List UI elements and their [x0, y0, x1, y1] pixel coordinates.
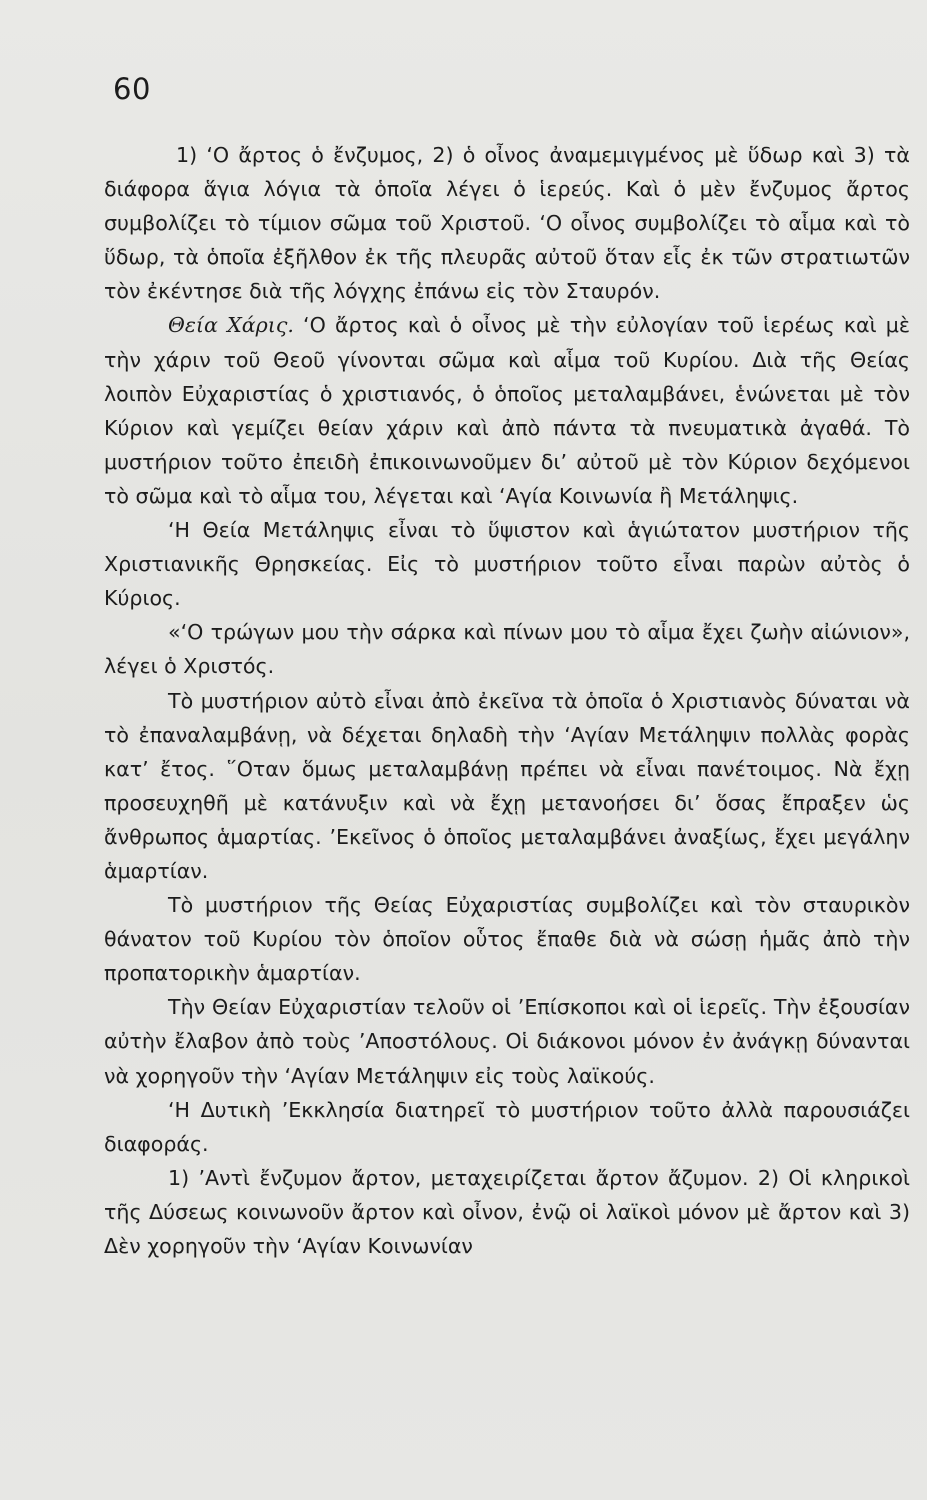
- paragraph-8: ‘Η Δυτικὴ ’Εκκλησία διατηρεῖ τὸ μυστήριον τοῦτο ἀλλὰ παρουσιάζει διαφοράς.: [104, 1097, 910, 1156]
- paragraph-2: [104, 308, 910, 513]
- paragraph-7: Τὴν Θείαν Εὐχαριστίαν τελοῦν οἱ ’Επίσκοποι καὶ οἱ ἱερεῖς. Τὴν ἐξουσίαν αὐτὴν ἔλαβον ἀπὸ τοὺς ’Αποστόλους. Οἱ διάκονοι μόνον ἐν ἀνάγκῃ δύνανται νὰ χορηγοῦν τὴν ‘Αγίαν Μετάληψιν εἰς τοὺς λαϊκούς.: [104, 995, 910, 1088]
- paragraph-2-text: ‘Ο ἄρτος καὶ ὁ οἶνος μὲ τὴν εὐλογίαν τοῦ ἱερέως καὶ μὲ τὴν χάριν τοῦ Θεοῦ γίνονται σῶμα καὶ αἷμα τοῦ Κυρίου. Διὰ τῆς Θείας λοιπὸν Εὐχαριστίας ὁ χριστιανός, ὁ ὁποῖος μεταλαμβάνει, ἑνώνεται μὲ τὸν Κύριον καὶ γεμίζει θείαν χάριν καὶ ἀπὸ πάντα τὰ πνευματικὰ ἀγαθά. Τὸ μυστήριον τοῦτο ἐπειδὴ ἐπικοινωνοῦμεν δι’ αὐτοῦ μὲ τὸν Κύριον δεχόμενοι τὸ σῶμα καὶ τὸ αἷμα του, λέγεται καὶ ‘Αγία Κοινωνία ἢ Μετάληψις.: [104, 313, 910, 508]
- paragraph-3: ‘Η Θεία Μετάληψις εἶναι τὸ ὕψιστον καὶ ἁγιώτατον μυστήριον τῆς Χριστιανικῆς Θρησκείας. Εἰς τὸ μυστήριον τοῦτο εἶναι παρὼν αὐτὸς ὁ Κύριος.: [104, 518, 910, 611]
- paragraph-1: 1) ‘Ο ἄρτος ὁ ἔνζυμος, 2) ὁ οἶνος ἀναμεμιγμένος μὲ ὕδωρ καὶ 3) τὰ διάφορα ἅγια λόγια τὰ ὁποῖα λέγει ὁ ἱερεύς. Καὶ ὁ μὲν ἔνζυμος ἄρτος συμβολίζει τὸ τίμιον σῶμα τοῦ Χριστοῦ. ‘Ο οἶνος συμβολίζει τὸ αἷμα καὶ τὸ ὕδωρ, τὰ ὁποῖα ἐξῆλθον ἐκ τῆς πλευρᾶς αὐτοῦ ὅταν εἷς ἐκ τῶν στρατιωτῶν τὸν ἐκέντησε διὰ τῆς λόγχης ἐπάνω εἰς τὸν Σταυρόν.: [104, 143, 910, 304]
- paragraph-5: Τὸ μυστήριον αὐτὸ εἶναι ἀπὸ ἐκεῖνα τὰ ὁποῖα ὁ Χριστιανὸς δύναται νὰ τὸ ἐπαναλαμβάνῃ, νὰ δέχεται δηλαδὴ τὴν ‘Αγίαν Μετάληψιν πολλὰς φορὰς κατ’ ἔτος. ῞Οταν ὅμως μεταλαμβάνῃ πρέπει νὰ εἶναι πανέτοιμος. Νὰ ἔχῃ προσευχηθῆ μὲ κατάνυξιν καὶ νὰ ἔχῃ μετανοήσει δι’ ὅσας ἔπραξεν ὡς ἄνθρωπος ἁμαρτίας. ’Εκεῖνος ὁ ὁποῖος μεταλαμβάνει ἀναξίως, ἔχει μεγάλην ἁμαρτίαν.: [104, 688, 910, 883]
- page-number: 60: [113, 72, 151, 106]
- paragraph-4: «‘Ο τρώγων μου τὴν σάρκα καὶ πίνων μου τὸ αἷμα ἔχει ζωὴν αἰώνιον», λέγει ὁ Χριστός.: [104, 620, 910, 679]
- paragraph-9: 1) ’Αντὶ ἔνζυμον ἄρτον, μεταχειρίζεται ἄρτον ἄζυμον. 2) Οἱ κληρικοὶ τῆς Δύσεως κοινωνοῦν ἄρτον καὶ οἶνον, ἐνῷ οἱ λαϊκοὶ μόνον μὲ ἄρτον καὶ 3) Δὲν χορηγοῦν τὴν ‘Αγίαν Κοινωνίαν: [104, 1165, 910, 1258]
- paragraph-2-lead: Θεία Χάρις.: [168, 313, 294, 338]
- body-text: [104, 138, 910, 1263]
- paragraph-6: Τὸ μυστήριον τῆς Θείας Εὐχαριστίας συμβολίζει καὶ τὸν σταυρικὸν θάνατον τοῦ Κυρίου τὸν ὁποῖον οὗτος ἔπαθε διὰ νὰ σώσῃ ἡμᾶς ἀπὸ τὴν προπατορικὴν ἁμαρτίαν.: [104, 893, 910, 986]
